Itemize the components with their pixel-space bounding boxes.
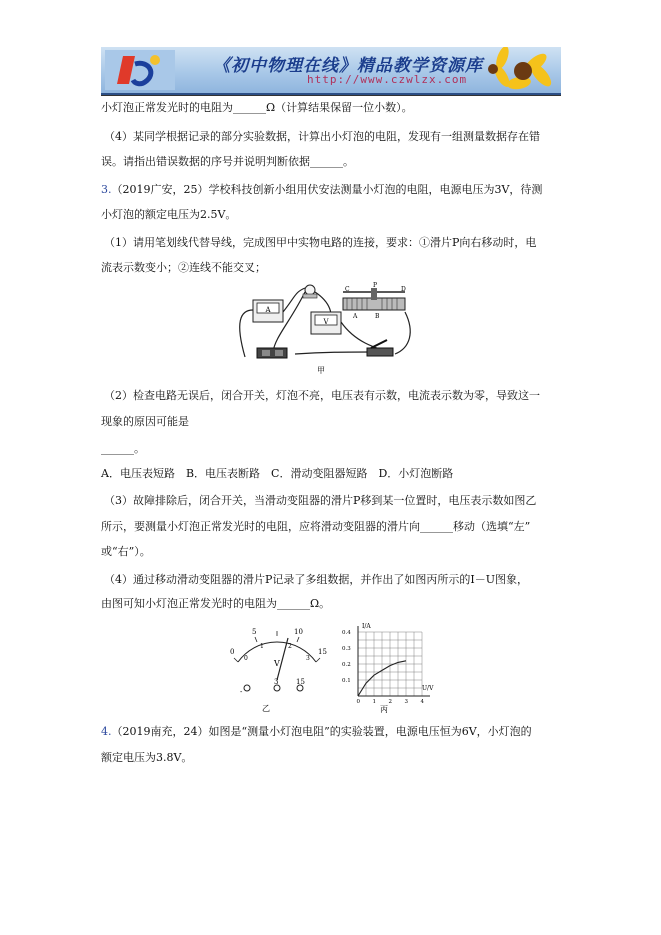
scale-top-15: 15 <box>318 648 327 656</box>
question-3-text: （2019广安，25）学校科技创新小组用伏安法测量小灯泡的电阻，电源电压为3V，待测 <box>111 183 543 196</box>
scale-top-10: 10 <box>294 628 303 636</box>
battery-icon <box>257 348 287 358</box>
text-line-12: （3）故障排除后，闭合开关，当滑动变阻器的滑片P移到某一位置时，电压表示数如图乙 <box>104 494 537 507</box>
voltmeter-icon <box>311 312 341 334</box>
text-line-2: （4）某同学根据记录的部分实验数据，计算出小灯泡的电阻，发现有一组测量数据存在错 <box>104 130 540 143</box>
sunflower-icon <box>479 47 559 93</box>
terminal-minus: - <box>240 688 243 696</box>
choices-line: A．电压表短路 B．电压表断路 C．滑动变阻器短路 D．小灯泡断路 <box>101 467 454 480</box>
y-tick-label: 0.2 <box>342 662 351 668</box>
question-3-number: 3. <box>101 183 112 196</box>
y-tick-label: 0.4 <box>342 630 351 636</box>
question-4-intro <box>101 725 532 739</box>
y-axis-label: I/A <box>362 623 371 630</box>
text-line-18: 额定电压为3.8V。 <box>101 751 193 764</box>
y-tick-label: 0.1 <box>342 678 351 684</box>
ammeter-icon <box>253 300 283 322</box>
scale-bottom-2: 2 <box>288 643 292 650</box>
text-line-5: 小灯泡的额定电压为2.5V。 <box>101 208 237 221</box>
question-4-text: （2019南充，24）如图是“测量小灯泡电阻”的实验装置，电源电压恒为6V，小灯泡的 <box>111 725 532 738</box>
x-tick-label: 2 <box>388 699 392 705</box>
text-line-6: （1）请用笔划线代替导线，完成图甲中实物电路的连接，要求：①滑片P向右移动时，电 <box>104 236 537 249</box>
text-line-3: 误。请指出错误数据的序号并说明判断依据______。 <box>101 155 354 168</box>
text-line-10: ______。 <box>101 442 145 455</box>
figure-jia-caption: 甲 <box>317 366 325 374</box>
text-line-16: 由图可知小灯泡正常发光时的电阻为______Ω。 <box>101 597 331 610</box>
terminal-15: 15 <box>296 678 305 686</box>
x-axis-label: U/V <box>422 685 434 692</box>
header-rule <box>101 95 561 96</box>
text-line-9: 现象的原因可能是 <box>101 415 189 428</box>
question-4-number: 4. <box>101 725 112 738</box>
voltmeter-label: V <box>323 318 329 326</box>
chart-grid <box>358 632 422 696</box>
lamp-icon <box>303 285 317 298</box>
rheostat-label-b: B <box>375 313 380 320</box>
figure-yi-voltmeter <box>222 622 332 714</box>
rheostat-icon <box>343 282 406 320</box>
rheostat-label-c: C <box>345 286 350 293</box>
question-3-intro <box>101 183 542 197</box>
scale-top-5: 5 <box>252 628 257 636</box>
banner-url[interactable]: http://www.czwlzx.com <box>307 73 468 86</box>
text-line-15: （4）通过移动滑动变阻器的滑片P记录了多组数据，并作出了如图丙所示的I－U图象， <box>104 573 529 586</box>
header-banner <box>101 47 561 95</box>
rheostat-label-p: P <box>373 282 378 289</box>
rheostat-label-a: A <box>353 313 358 320</box>
scale-bottom-3: 3 <box>306 655 310 662</box>
x-tick-label: 4 <box>420 699 424 705</box>
banner-title: 《初中物理在线》精品教学资源库 <box>213 56 483 76</box>
scale-bottom-0: 0 <box>244 655 248 662</box>
text-line-13: 所示，要测量小灯泡正常发光时的电阻，应将滑动变阻器的滑片向______移动（选填“左” <box>101 520 531 533</box>
text-line-7: 流表示数变小；②连线不能交叉； <box>101 261 266 274</box>
scale-bottom-1: 1 <box>260 643 264 650</box>
switch-icon <box>367 340 393 356</box>
dial-unit: V <box>274 659 280 668</box>
figure-bing-chart <box>340 620 440 714</box>
terminal-3: 3 <box>274 678 279 686</box>
x-tick-label: 0 <box>356 699 360 705</box>
x-tick-label: 3 <box>404 699 408 705</box>
scale-top-0: 0 <box>230 648 235 656</box>
text-line-8: （2）检查电路无误后，闭合开关，灯泡不亮，电压表有示数，电流表示数为零，导致这一 <box>104 389 540 402</box>
x-tick-label: 1 <box>372 699 376 705</box>
figure-yi-caption: 乙 <box>262 704 270 713</box>
figure-jia-circuit <box>235 282 415 374</box>
figure-bing-caption: 丙 <box>380 705 388 714</box>
rheostat-label-d: D <box>401 286 406 293</box>
y-tick-label: 0.3 <box>342 646 351 652</box>
text-line-14: 或“右”）。 <box>101 545 151 558</box>
logo-icon <box>105 50 175 90</box>
ammeter-label: A <box>265 306 271 314</box>
text-line-1: 小灯泡正常发光时的电阻为______Ω（计算结果保留一位小数）。 <box>101 101 413 114</box>
